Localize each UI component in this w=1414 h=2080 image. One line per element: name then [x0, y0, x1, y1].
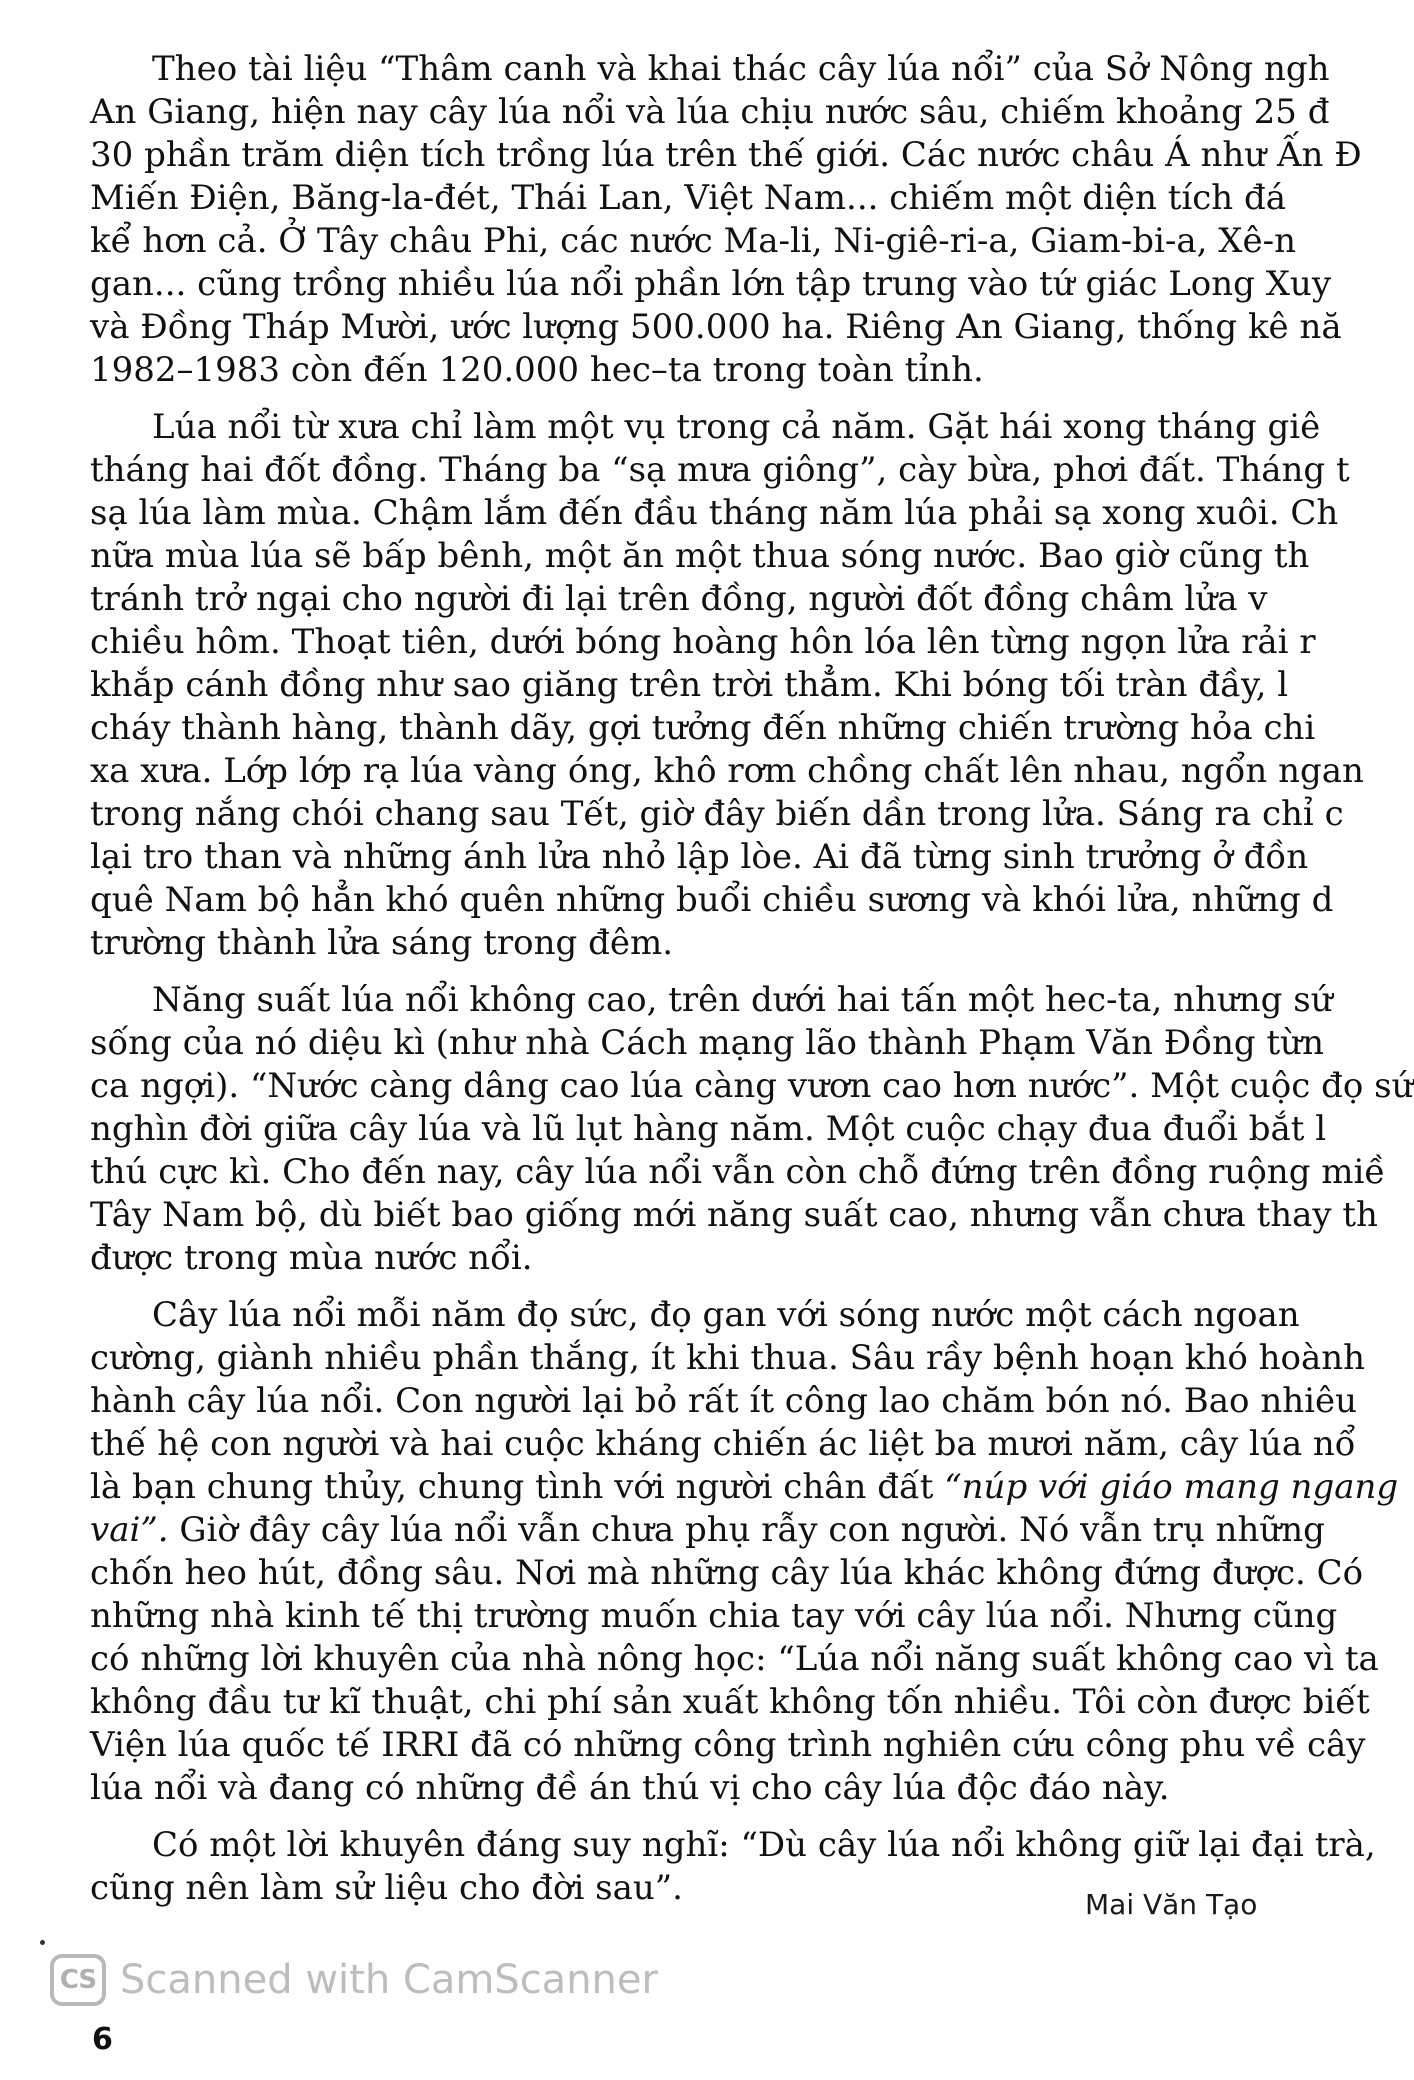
text-line: trường thành lửa sáng trong đêm.: [90, 923, 674, 963]
text-line: cũng nên làm sử liệu cho đời sau”.: [90, 1868, 683, 1908]
text-line: 30 phần trăm diện tích trồng lúa trên thế giới. Các nước châu Á như Ấn Đ: [90, 135, 1362, 175]
paragraph-2: [90, 406, 1364, 965]
page-number: 6: [92, 2022, 113, 2057]
text-line: quê Nam bộ hẳn khó quên những buổi chiều sương và khói lửa, những d: [90, 880, 1334, 920]
scan-speck: [40, 1940, 45, 1945]
text-line: những nhà kinh tế thị trường muốn chia tay với cây lúa nổi. Nhưng cũng: [90, 1596, 1338, 1636]
text-line: tránh trở ngại cho người đi lại trên đồng, người đốt đồng châm lửa v: [90, 579, 1268, 619]
text-line: ca ngợi). “Nước càng dâng cao lúa càng vươn cao hơn nước”. Một cuộc đọ sứ: [90, 1066, 1414, 1106]
camscanner-logo-icon: CS: [50, 1954, 106, 2006]
text-line: Viện lúa quốc tế IRRI đã có những công trình nghiên cứu công phu về cây: [90, 1725, 1366, 1765]
text-line: An Giang, hiện nay cây lúa nổi và lúa chịu nước sâu, chiếm khoảng 25 đ: [90, 92, 1330, 132]
text-line: không đầu tư kĩ thuật, chi phí sản xuất không tốn nhiều. Tôi còn được biết: [90, 1682, 1370, 1722]
text-line: xa xưa. Lớp lớp rạ lúa vàng óng, khô rơm chồng chất lên nhau, ngổn ngan: [90, 751, 1364, 791]
text-line: thú cực kì. Cho đến nay, cây lúa nổi vẫn còn chỗ đứng trên đồng ruộng miề: [90, 1152, 1386, 1192]
article-body: [90, 48, 1414, 1924]
text-line: chiều hôm. Thoạt tiên, dưới bóng hoàng hôn lóa lên từng ngọn lửa rải r: [90, 622, 1316, 662]
text-line: Cây lúa nổi mỗi năm đọ sức, đọ gan với sóng nước một cách ngoan: [152, 1295, 1300, 1335]
text-line: tháng hai đốt đồng. Tháng ba “sạ mưa giông”, cày bừa, phơi đất. Tháng t: [90, 450, 1350, 490]
text-line: hành cây lúa nổi. Con người lại bỏ rất ít công lao chăm bón nó. Bao nhiêu: [90, 1381, 1358, 1421]
text-line: Miến Điện, Băng-la-đét, Thái Lan, Việt Nam... chiếm một diện tích đá: [90, 178, 1287, 218]
text-line: sạ lúa làm mùa. Chậm lắm đến đầu tháng năm lúa phải sạ xong xuôi. Ch: [90, 493, 1339, 533]
watermark-text: Scanned with CamScanner: [120, 1957, 658, 2003]
text-segment: Giờ đây cây lúa nổi vẫn chưa phụ rẫy con người. Nó vẫn trụ những: [168, 1510, 1325, 1550]
text-line: 1982–1983 còn đến 120.000 hec–ta trong toàn tỉnh.: [90, 350, 984, 390]
text-line: Lúa nổi từ xưa chỉ làm một vụ trong cả năm. Gặt hái xong tháng giê: [152, 407, 1321, 447]
text-line: cháy thành hàng, thành dãy, gợi tưởng đến những chiến trường hỏa chi: [90, 708, 1316, 748]
paragraph-1: [90, 48, 1362, 392]
text-line: Có một lời khuyên đáng suy nghĩ: “Dù cây lúa nổi không giữ lại đại trà,: [152, 1825, 1376, 1865]
text-line: [90, 1466, 1399, 1509]
quoted-phrase: vai”.: [90, 1510, 169, 1550]
text-segment: là bạn chung thủy, chung tình với người chân đất: [90, 1467, 945, 1507]
text-line: Tây Nam bộ, dù biết bao giống mới năng suất cao, nhưng vẫn chưa thay th: [90, 1195, 1378, 1235]
text-line: chốn heo hút, đồng sâu. Nơi mà những cây lúa khác không đứng được. Có: [90, 1553, 1364, 1593]
text-line: thế hệ con người và hai cuộc kháng chiến ác liệt ba mươi năm, cây lúa nổ: [90, 1424, 1356, 1464]
text-line: nghìn đời giữa cây lúa và lũ lụt hàng năm. Một cuộc chạy đua đuổi bắt l: [90, 1109, 1327, 1149]
text-line: gan... cũng trồng nhiều lúa nổi phần lớn tập trung vào tứ giác Long Xuy: [90, 264, 1332, 304]
text-line: lúa nổi và đang có những đề án thú vị cho cây lúa độc đáo này.: [90, 1768, 1170, 1808]
quoted-phrase: “núp với giáo mang ngang: [944, 1467, 1399, 1507]
text-line: kể hơn cả. Ở Tây châu Phi, các nước Ma-li, Ni-giê-ri-a, Giam-bi-a, Xê-n: [90, 221, 1297, 261]
text-line: được trong mùa nước nổi.: [90, 1238, 533, 1278]
text-line: cường, giành nhiều phần thắng, ít khi thua. Sâu rầy bệnh hoạn khó hoành: [90, 1338, 1366, 1378]
text-line: Năng suất lúa nổi không cao, trên dưới hai tấn một hec-ta, nhưng sứ: [152, 980, 1333, 1020]
text-line: trong nắng chói chang sau Tết, giờ đây biến dần trong lửa. Sáng ra chỉ c: [90, 794, 1344, 834]
text-line: nữa mùa lúa sẽ bấp bênh, một ăn một thua sóng nước. Bao giờ cũng th: [90, 536, 1310, 576]
author-signature: Mai Văn Tạo: [1085, 1888, 1258, 1921]
paragraph-3: [90, 979, 1414, 1280]
text-line: sống của nó diệu kì (như nhà Cách mạng lão thành Phạm Văn Đồng từn: [90, 1023, 1324, 1063]
text-line: lại tro than và những ánh lửa nhỏ lập lòe. Ai đã từng sinh trưởng ở đồn: [90, 837, 1309, 877]
paragraph-4: [90, 1294, 1399, 1810]
camscanner-watermark: [50, 1950, 658, 2010]
text-line: Theo tài liệu “Thâm canh và khai thác cây lúa nổi” của Sở Nông ngh: [152, 49, 1330, 89]
text-line: có những lời khuyên của nhà nông học: “Lúa nổi năng suất không cao vì ta: [90, 1639, 1379, 1679]
text-line: khắp cánh đồng như sao giăng trên trời thẳm. Khi bóng tối tràn đầy, l: [90, 665, 1289, 705]
text-line: và Đồng Tháp Mười, ước lượng 500.000 ha. Riêng An Giang, thống kê nă: [90, 307, 1342, 347]
text-line: [90, 1509, 1325, 1552]
